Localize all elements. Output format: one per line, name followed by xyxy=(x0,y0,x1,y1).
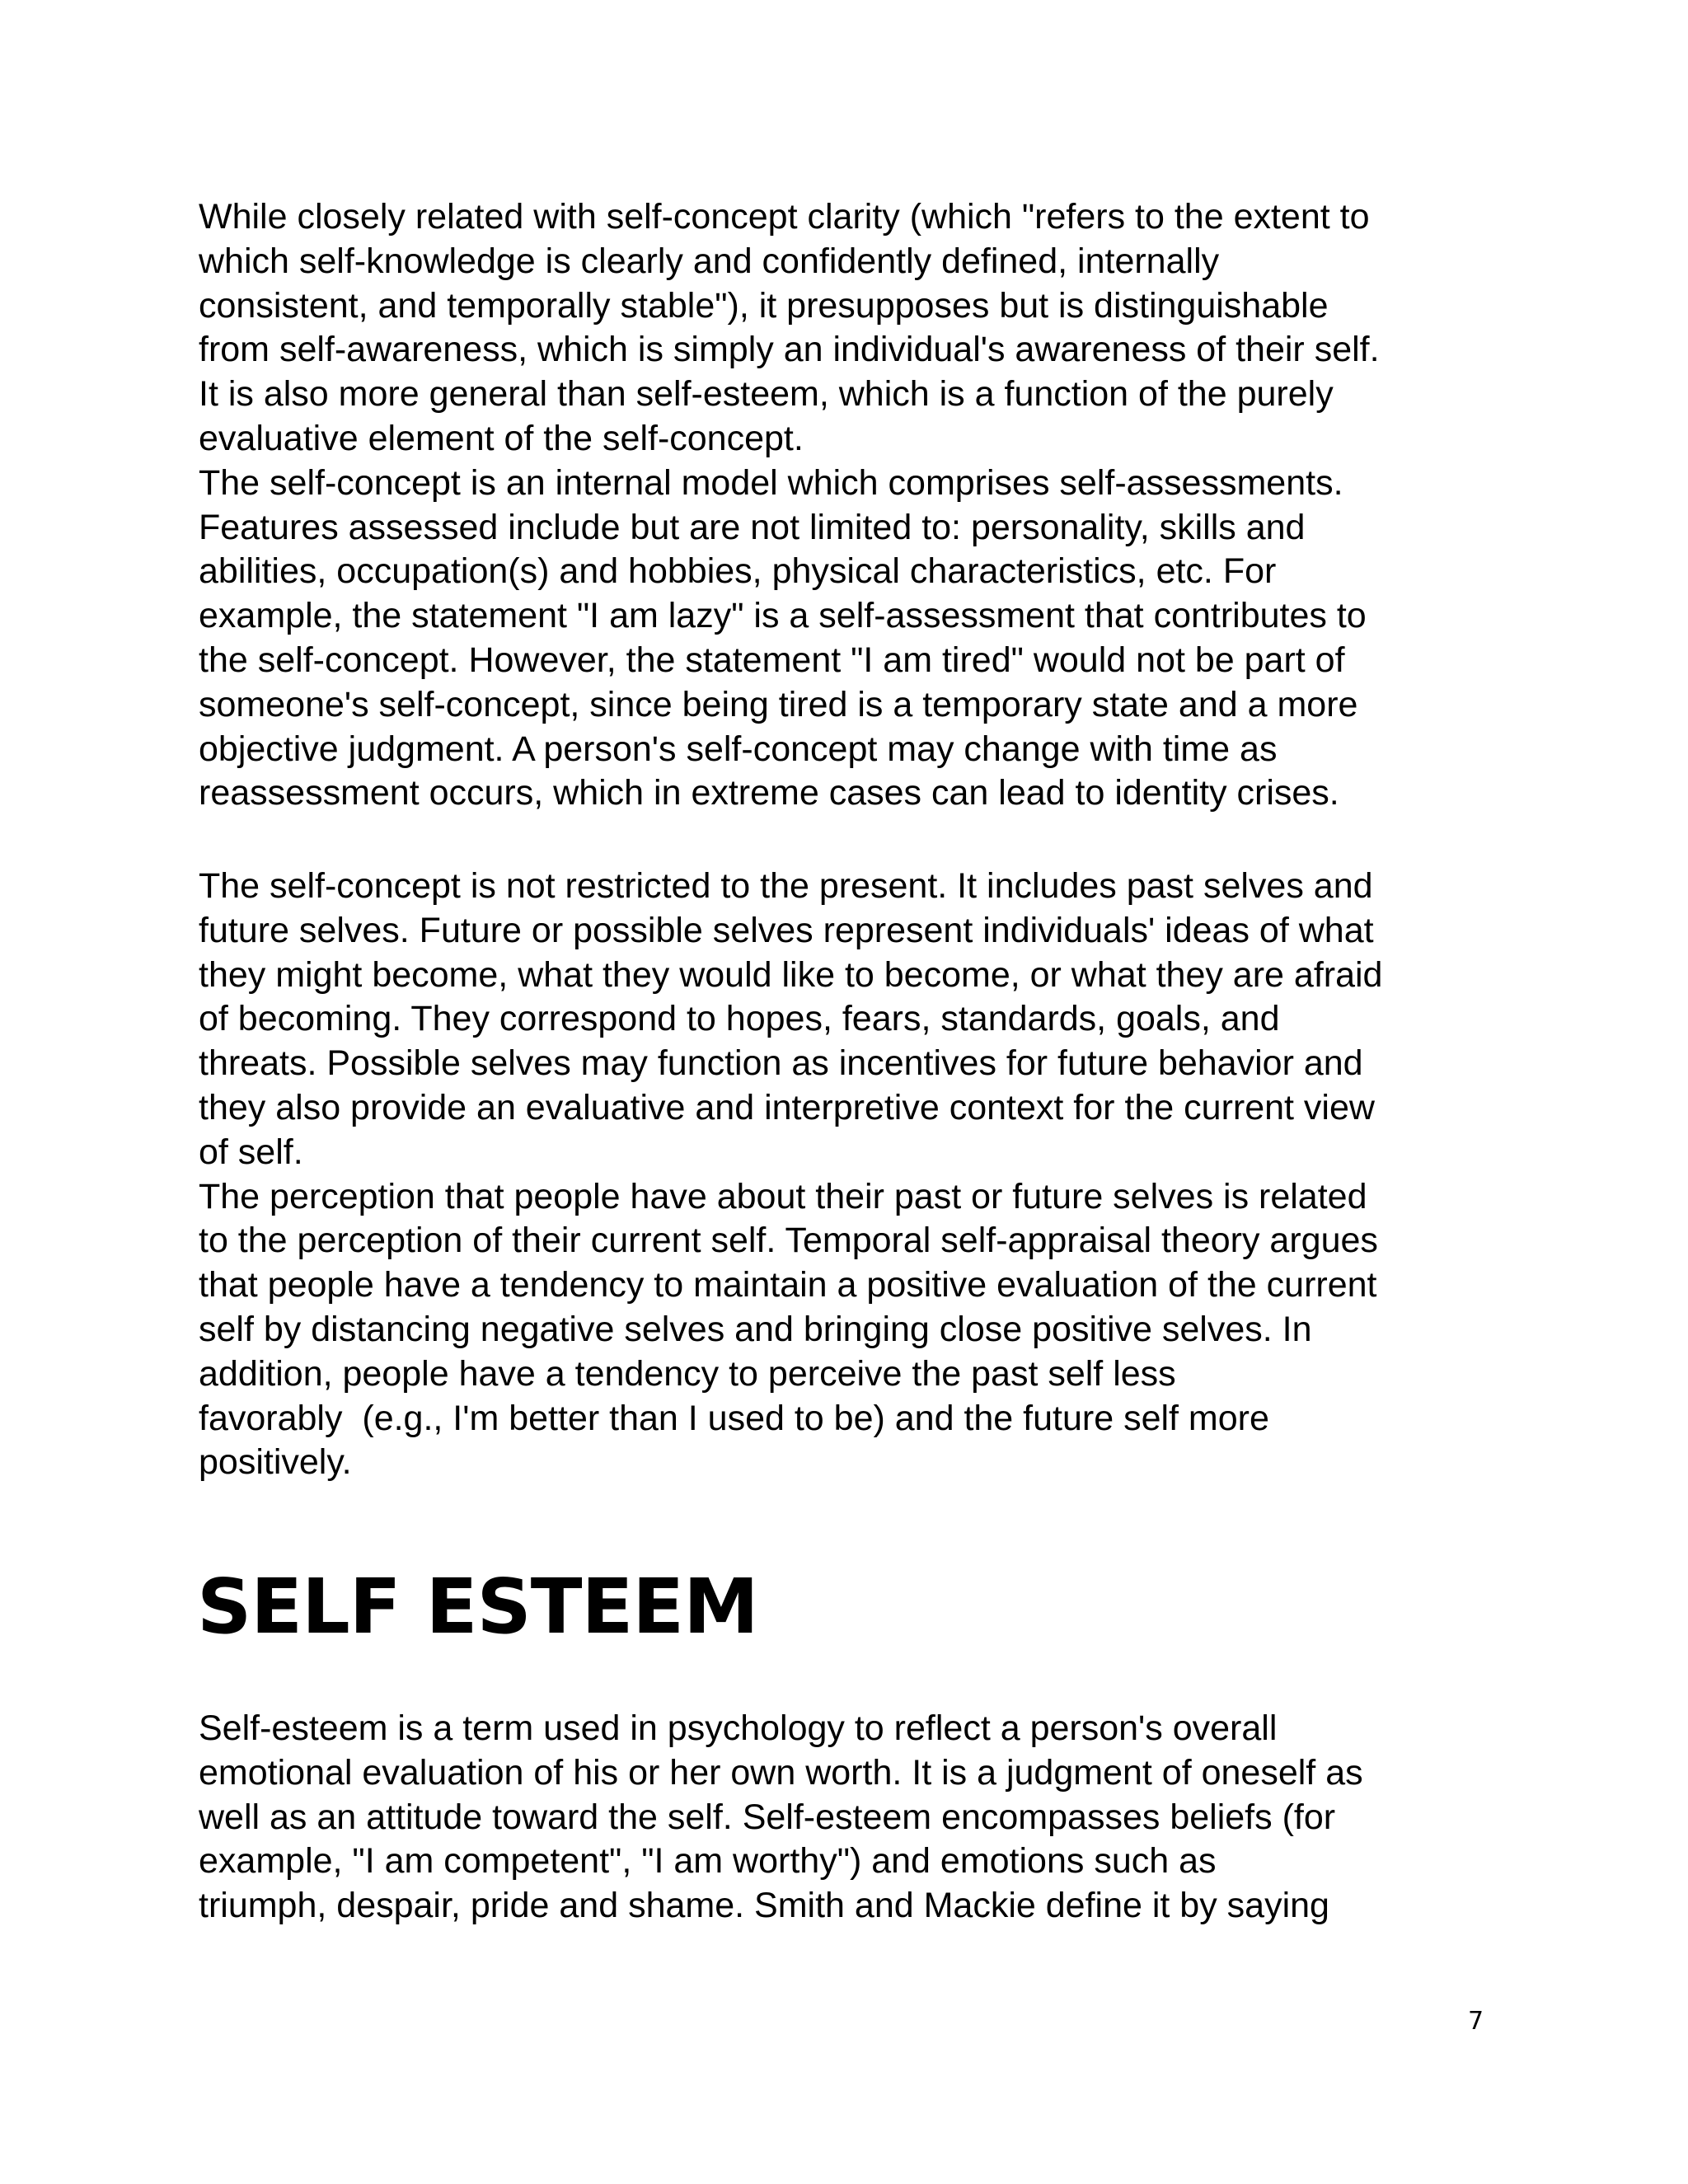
text-line: emotional evaluation of his or her own worth. It is a judgment of oneself as xyxy=(199,1752,1363,1793)
text-line: example, the statement "I am lazy" is a self-assessment that contributes to xyxy=(199,596,1367,636)
text-line: they might become, what they would like to become, or what they are afraid xyxy=(199,954,1383,995)
text-line: The perception that people have about their past or future selves is related xyxy=(199,1176,1367,1216)
paragraph-past-future-selves xyxy=(199,865,1517,1485)
text-line: triumph, despair, pride and shame. Smith and Mackie define it by saying xyxy=(199,1886,1329,1926)
text-line: The self-concept is not restricted to the present. It includes past selves and xyxy=(199,866,1373,906)
text-line: Self-esteem is a term used in psychology to reflect a person's overall xyxy=(199,1708,1278,1748)
text-line: someone's self-concept, since being tired is a temporary state and a more xyxy=(199,684,1358,724)
text-line: future selves. Future or possible selves represent individuals' ideas of what xyxy=(199,910,1374,950)
text-line: from self-awareness, which is simply an individual's awareness of their self. xyxy=(199,330,1380,370)
text-line: they also provide an evaluative and interpretive context for the current view xyxy=(199,1087,1375,1127)
text-line: It is also more general than self-esteem, which is a function of the purely xyxy=(199,374,1334,415)
text-line: that people have a tendency to maintain a positive evaluation of the current xyxy=(199,1265,1377,1305)
text-line: to the perception of their current self. Temporal self-appraisal theory argues xyxy=(199,1221,1378,1261)
text-line: of becoming. They correspond to hopes, fears, standards, goals, and xyxy=(199,999,1280,1039)
text-line: reassessment occurs, which in extreme cases can lead to identity crises. xyxy=(199,773,1339,813)
text-line: of self. xyxy=(199,1132,303,1172)
page-number: 7 xyxy=(1468,2007,1484,2036)
text-line: positively. xyxy=(199,1442,352,1483)
paragraph-self-esteem xyxy=(199,1707,1517,1929)
paragraph-self-concept-clarity xyxy=(199,195,1517,816)
text-line: addition, people have a tendency to perceive the past self less xyxy=(199,1353,1176,1394)
text-line: self by distancing negative selves and bringing close positive selves. In xyxy=(199,1309,1312,1349)
text-line: While closely related with self-concept clarity (which "refers to the extent to xyxy=(199,197,1370,237)
text-line: evaluative element of the self-concept. xyxy=(199,418,804,458)
text-line: threats. Possible selves may function as incentives for future behavior and xyxy=(199,1043,1363,1084)
text-line: consistent, and temporally stable"), it presupposes but is distinguishable xyxy=(199,285,1329,326)
text-line: Features assessed include but are not limited to: personality, skills and xyxy=(199,507,1306,547)
text-line: The self-concept is an internal model which comprises self-assessments. xyxy=(199,462,1343,503)
text-line: favorably (e.g., I'm better than I used to be) and the future self more xyxy=(199,1398,1269,1438)
text-line: which self-knowledge is clearly and confidently defined, internally xyxy=(199,241,1220,281)
text-line: the self-concept. However, the statement "I am tired" would not be part of xyxy=(199,640,1345,680)
text-line: objective judgment. A person's self-concept may change with time as xyxy=(199,729,1278,769)
text-line: well as an attitude toward the self. Self-esteem encompasses beliefs (for xyxy=(199,1797,1336,1837)
section-heading: SELF ESTEEM xyxy=(197,1563,758,1651)
text-line: abilities, occupation(s) and hobbies, physical characteristics, etc. For xyxy=(199,551,1277,592)
text-line: example, "I am competent", "I am worthy") and emotions such as xyxy=(199,1841,1217,1882)
